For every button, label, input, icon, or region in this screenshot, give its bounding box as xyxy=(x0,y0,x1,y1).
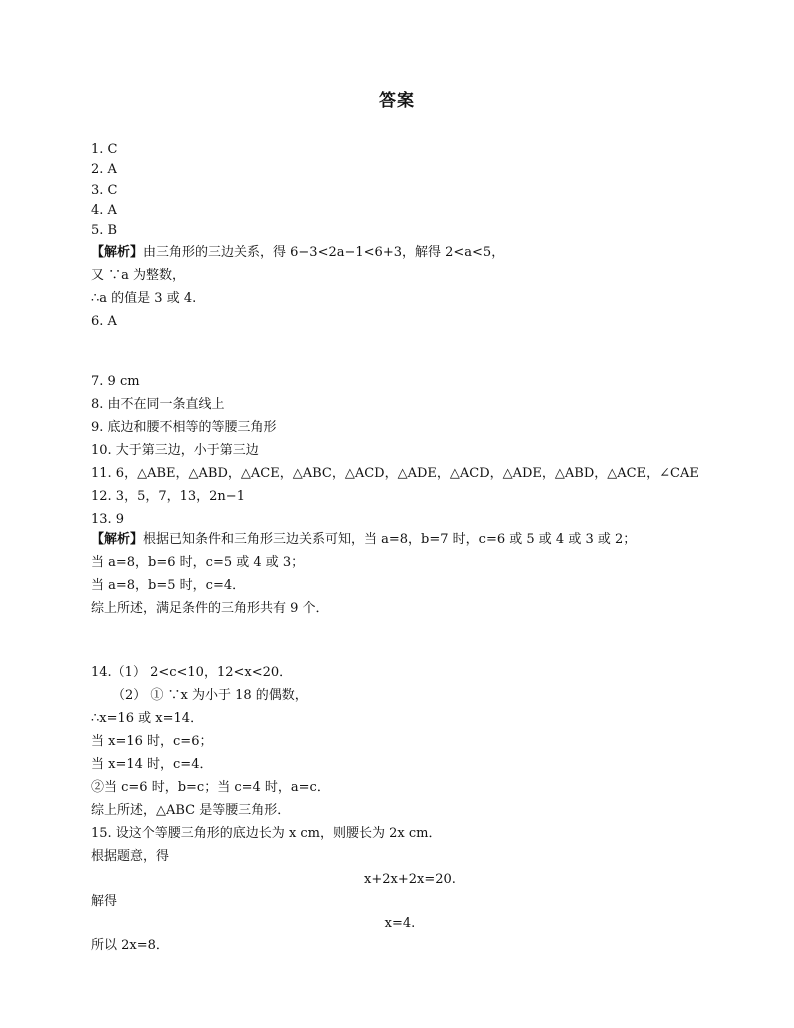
analysis-13-line-4: 综上所述，满足条件的三角形共有 9 个． xyxy=(91,601,329,616)
page-title: 答案 xyxy=(379,91,415,111)
answer-15-line-2: 根据题意，得 xyxy=(91,849,170,864)
answer-7: 7. 9 cm xyxy=(91,374,140,389)
answer-1: 1. C xyxy=(91,142,118,157)
analysis-13-line-2: 当 a=8，b=6 时，c=5 或 4 或 3； xyxy=(91,555,305,570)
analysis-tag: 【解析】 xyxy=(91,532,144,547)
analysis-5-line-3: ∴a 的值是 3 或 4. xyxy=(91,291,197,306)
answer-3: 3. C xyxy=(91,183,118,198)
answer-8: 8. 由不在同一条直线上 xyxy=(91,397,225,412)
answer-14-line-3: ∴x=16 或 x=14． xyxy=(91,711,204,726)
answer-15-solution: x=4. xyxy=(384,916,416,931)
answer-12: 12. 3，5，7，13，2n−1 xyxy=(91,489,245,504)
answer-2: 2. A xyxy=(91,162,117,177)
answer-15-equation: x+2x+2x=20. xyxy=(364,872,456,887)
answer-6: 6. A xyxy=(91,314,117,329)
answer-15-setup: 15. 设这个等腰三角形的底边长为 x cm，则腰长为 2x cm． xyxy=(91,826,442,841)
answer-9: 9. 底边和腰不相等的等腰三角形 xyxy=(91,420,277,435)
answer-15-result: 所以 2x=8． xyxy=(91,938,169,953)
analysis-5-line-1 xyxy=(91,244,504,262)
analysis-text: 根据已知条件和三角形三边关系可知，当 a=8，b=7 时，c=6 或 5 或 4 或 3 或 2； xyxy=(143,532,637,547)
analysis-5-line-2: 又 ∵a 为整数， xyxy=(91,268,186,283)
answer-14-part-1: 14.（1） 2<c<10，12<x<20． xyxy=(91,665,293,680)
answer-11: 11. 6，△ABE，△ABD，△ACE，△ABC，△ACD，△ADE，△ACD，△ADE，△ABD，△ACE，∠CAE xyxy=(91,466,699,481)
answer-14-line-5: 当 x=14 时，c=4． xyxy=(91,757,213,772)
answer-13: 13. 9 xyxy=(91,512,125,527)
answer-5: 5. B xyxy=(91,223,118,238)
answer-14-conclusion: 综上所述，△ABC 是等腰三角形． xyxy=(91,803,291,818)
answer-10: 10. 大于第三边，小于第三边 xyxy=(91,443,259,458)
analysis-text: 由三角形的三边关系，得 6−3<2a−1<6+3，解得 2<a<5， xyxy=(143,245,505,260)
answer-14-line-4: 当 x=16 时，c=6； xyxy=(91,734,213,749)
analysis-tag: 【解析】 xyxy=(91,245,144,260)
analysis-13-line-3: 当 a=8，b=5 时，c=4． xyxy=(91,578,246,593)
answer-4: 4. A xyxy=(91,203,117,218)
answer-15-line-4: 解得 xyxy=(91,894,118,909)
answer-14-part-2: （2） ① ∵x 为小于 18 的偶数， xyxy=(112,688,308,703)
analysis-13-line-1 xyxy=(91,531,636,549)
answer-14-line-6: ②当 c=6 时，b=c；当 c=4 时，a=c． xyxy=(91,780,330,795)
